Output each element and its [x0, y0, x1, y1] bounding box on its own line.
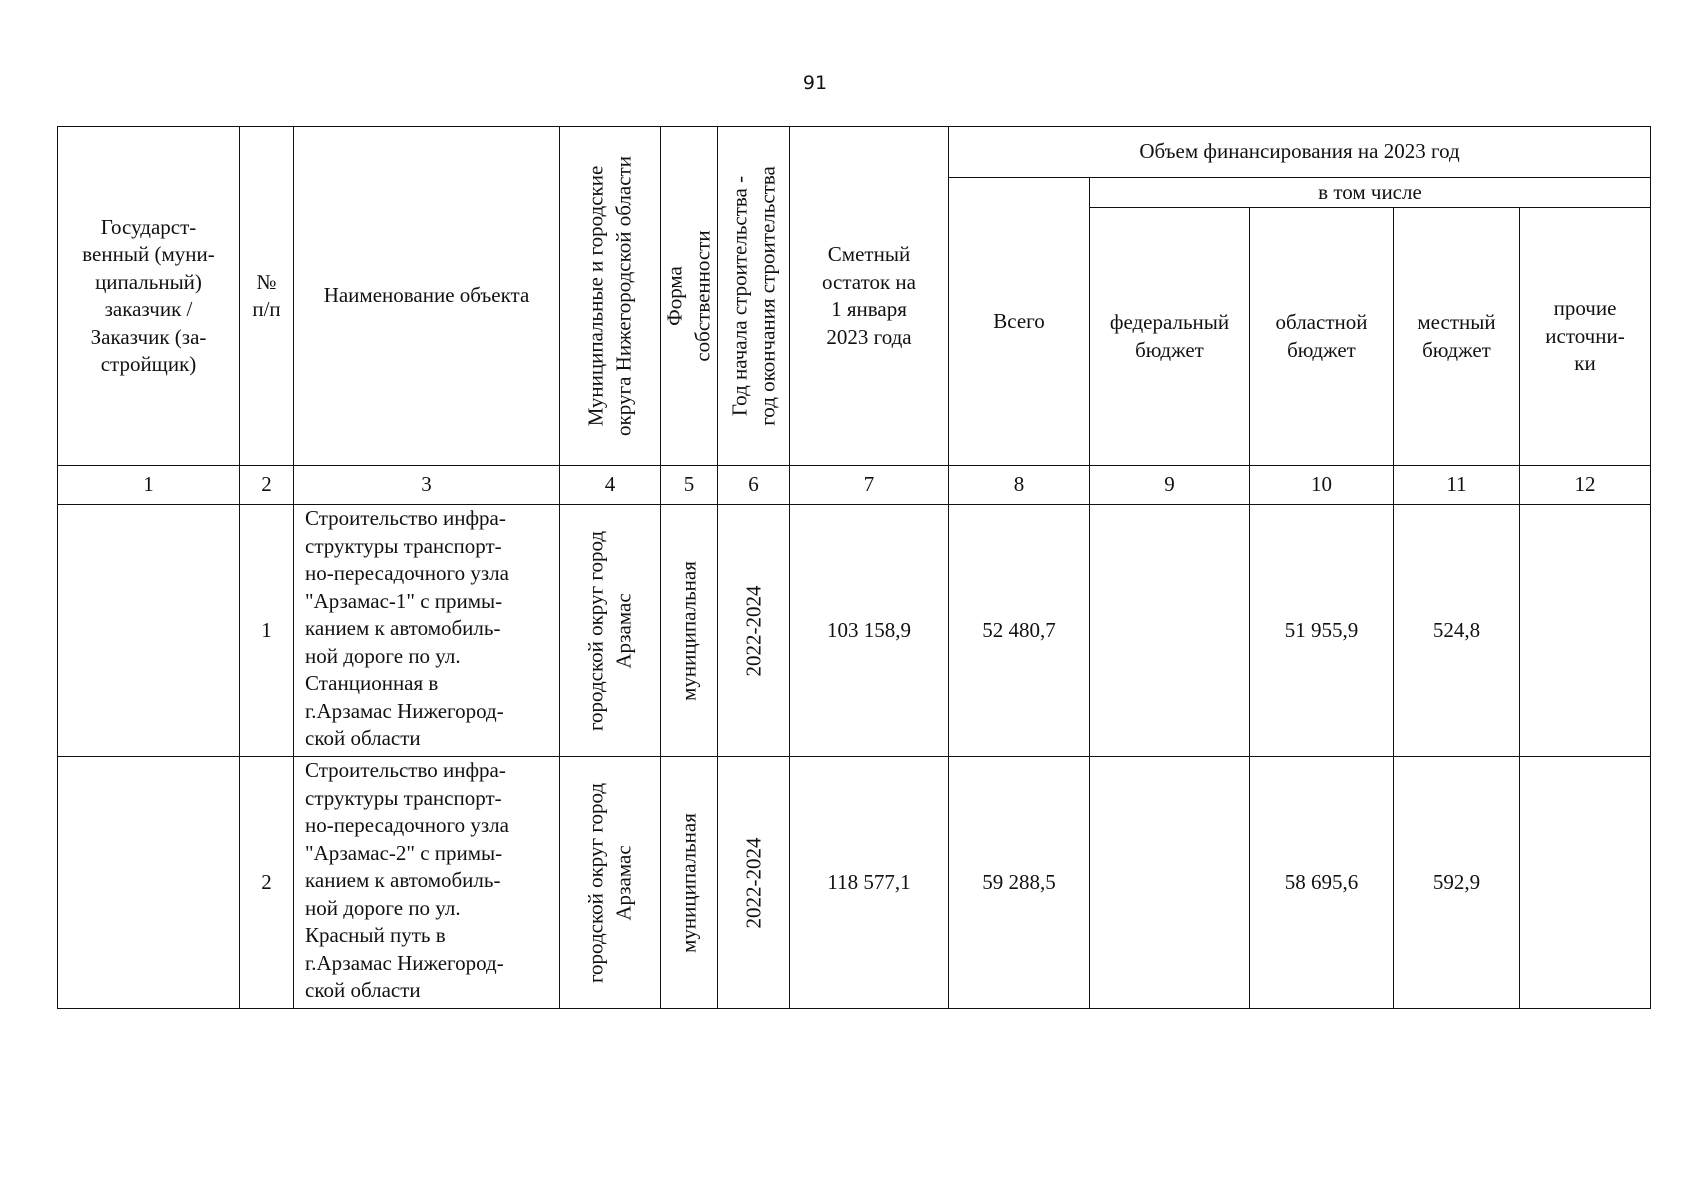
cell-years [718, 757, 790, 1009]
header-object-name-text: Наименование объекта [323, 283, 530, 308]
header-funding-group-text: Объем финансирования на 2023 год [1139, 139, 1460, 164]
cell-ownership-text: муниципальная [676, 812, 701, 953]
header-local-line: бюджет [1422, 337, 1491, 362]
cell-object-name-line: Станционная в [305, 671, 439, 695]
header-regional-line: бюджет [1287, 337, 1356, 362]
column-number: 6 [718, 466, 790, 505]
column-number: 12 [1520, 466, 1651, 505]
cell-other [1520, 757, 1651, 1009]
column-number: 8 [949, 466, 1090, 505]
header-other-line: прочие [1553, 296, 1617, 321]
cell-object-name [294, 505, 560, 757]
cell-municipality-text [583, 530, 638, 730]
header-years-line: год окончания строительства [754, 166, 779, 426]
column-number: 10 [1250, 466, 1394, 505]
cell-object-name-line: структуры транспорт- [305, 785, 502, 810]
cell-object-name-line: Красный путь в [305, 923, 446, 947]
cell-municipality-line: Арзамас [611, 844, 635, 921]
cell-regional: 51 955,9 [1250, 505, 1394, 757]
header-including-text: в том числе [1318, 179, 1422, 204]
cell-object-name-line: "Арзамас-2" с примы- [305, 840, 503, 865]
header-local-line: местный [1417, 310, 1496, 334]
header-municipality-line: округа Нижегородской области [611, 156, 635, 436]
header-local [1394, 208, 1520, 466]
header-number-line: № [256, 269, 277, 294]
header-including [1090, 178, 1651, 208]
cell-object-name-line: Строительство инфра- [305, 506, 506, 530]
header-estimate [790, 127, 949, 466]
header-federal-line: бюджет [1135, 337, 1204, 362]
cell-ownership [661, 757, 718, 1009]
header-estimate-line: Сметный [827, 242, 911, 266]
header-years-line: Год начала строительства - [727, 175, 751, 417]
header-number [240, 127, 294, 466]
header-number-line: п/п [252, 297, 281, 321]
column-number-row [58, 466, 1651, 505]
header-regional-line: областной [1275, 310, 1368, 334]
header-customer-line: заказчик / [104, 297, 193, 321]
cell-customer [58, 505, 240, 757]
cell-customer [58, 757, 240, 1009]
header-object-name [294, 127, 560, 466]
cell-object-name-line: "Арзамас-1" с примы- [305, 588, 503, 613]
header-federal [1090, 208, 1250, 466]
funding-table [57, 126, 1651, 1009]
cell-municipality-line: городской округ город [583, 530, 608, 731]
header-estimate-line: остаток на [822, 269, 916, 294]
cell-object-name-line: ской области [305, 978, 421, 1002]
header-customer-line: стройщик) [100, 352, 197, 376]
cell-regional: 58 695,6 [1250, 757, 1394, 1009]
cell-object-name-line: ской области [305, 726, 421, 750]
header-total-text: Всего [993, 308, 1045, 333]
cell-estimate: 118 577,1 [790, 757, 949, 1009]
cell-object-name-line: г.Арзамас Нижегород- [305, 950, 504, 975]
cell-estimate: 103 158,9 [790, 505, 949, 757]
header-estimate-line: 2023 года [826, 324, 912, 349]
cell-years-text: 2022-2024 [740, 837, 765, 928]
cell-other [1520, 505, 1651, 757]
header-total [949, 178, 1090, 466]
cell-object-name-line: канием к автомобиль- [305, 868, 501, 892]
cell-municipality-line: Арзамас [611, 592, 635, 669]
column-number: 1 [58, 466, 240, 505]
cell-object-name-line: но-пересадочного узла [305, 561, 509, 585]
table-row [58, 757, 1651, 1009]
header-federal-line: федеральный [1109, 310, 1230, 334]
page-number: 91 [802, 72, 828, 94]
cell-ownership-text: муниципальная [676, 560, 701, 701]
cell-total: 52 480,7 [949, 505, 1090, 757]
header-other [1520, 208, 1651, 466]
column-number: 7 [790, 466, 949, 505]
cell-object-name-line: но-пересадочного узла [305, 813, 509, 837]
cell-municipality [560, 505, 661, 757]
column-number: 4 [560, 466, 661, 505]
column-number: 9 [1090, 466, 1250, 505]
table-row [58, 505, 1651, 757]
header-customer-line: Заказчик (за- [90, 324, 207, 349]
cell-object-name-line: ной дороге по ул. [305, 895, 461, 920]
header-customer-line: Государст- [100, 214, 197, 239]
header-years [718, 127, 790, 466]
header-funding-group [949, 127, 1651, 178]
cell-federal [1090, 505, 1250, 757]
cell-object-name-line: Строительство инфра- [305, 758, 506, 782]
cell-local: 524,8 [1394, 505, 1520, 757]
header-municipality-text [583, 156, 638, 436]
header-regional [1250, 208, 1394, 466]
cell-municipality [560, 757, 661, 1009]
cell-years-text: 2022-2024 [740, 585, 765, 676]
header-customer-line: ципальный) [95, 269, 202, 294]
cell-years [718, 505, 790, 757]
header-years-text [726, 166, 781, 426]
header-ownership-line: Форма [662, 266, 687, 326]
cell-municipality-line: городской округ город [583, 782, 608, 983]
cell-object-name-line: канием к автомобиль- [305, 616, 501, 640]
cell-number: 1 [240, 505, 294, 757]
cell-total: 59 288,5 [949, 757, 1090, 1009]
column-number: 5 [661, 466, 718, 505]
cell-federal [1090, 757, 1250, 1009]
header-municipality [560, 127, 661, 466]
header-other-line: источни- [1545, 323, 1625, 348]
header-estimate-line: 1 января [831, 297, 907, 321]
header-other-line: ки [1574, 351, 1596, 376]
column-number: 2 [240, 466, 294, 505]
cell-municipality-text [583, 782, 638, 982]
cell-object-name-line: структуры транспорт- [305, 533, 502, 558]
header-customer [58, 127, 240, 466]
cell-object-name-line: ной дороге по ул. [305, 643, 461, 668]
header-customer-line: венный (муни- [82, 242, 215, 266]
cell-number: 2 [240, 757, 294, 1009]
column-number: 11 [1394, 466, 1520, 505]
cell-local: 592,9 [1394, 757, 1520, 1009]
column-number: 3 [294, 466, 560, 505]
cell-object-name [294, 757, 560, 1009]
cell-object-name-line: г.Арзамас Нижегород- [305, 698, 504, 723]
header-ownership-line: собственности [690, 230, 714, 362]
header-ownership-text [662, 230, 717, 361]
header-municipality-line: Муниципальные и городские [583, 165, 608, 427]
cell-ownership [661, 505, 718, 757]
header-ownership [661, 127, 718, 466]
